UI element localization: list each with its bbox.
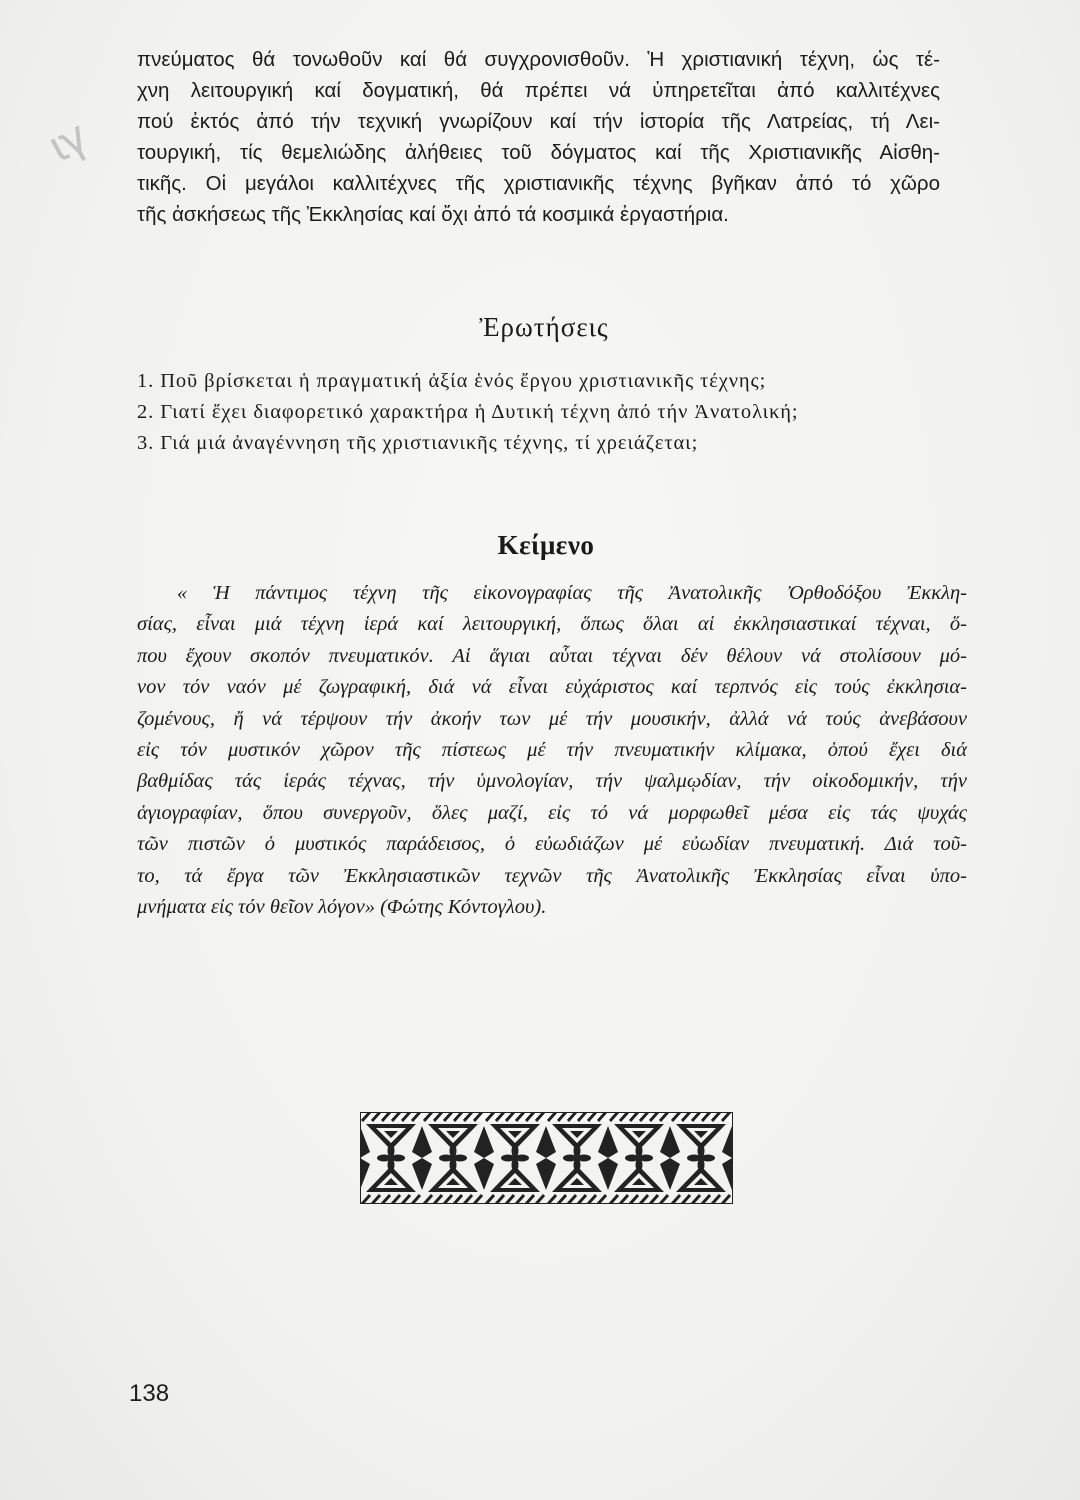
intro-line: τουργική, τίς θεμελιώδης ἀλήθειες τοῦ δόγματος καί τῆς Χριστιανικῆς Αἰσθη- xyxy=(137,141,940,164)
quote-line: βαθμίδας τάς ἱεράς τέχνας, τήν ὑμνολογίαν, τήν ψαλμῳδίαν, τήν οἰκοδομικήν, τήν xyxy=(137,770,967,793)
intro-line: πνεύματος θά τονωθοῦν καί θά συγχρονισθοῦν. Ἡ χριστιανική τέχνη, ὡς τέ- xyxy=(137,48,940,71)
question-item: 3. Γιά μιά ἀναγέννηση τῆς χριστιανικῆς τέχνης, τί χρειάζεται; xyxy=(137,432,699,454)
quote-line: εἰς τόν μυστικόν χῶρον τῆς πίστεως μέ τήν πνευματικήν κλίμακα, ὁπού ἔχει διά xyxy=(137,739,967,762)
quote-paragraph xyxy=(137,578,967,923)
quote-line: ζομένους, ἤ νά τέρψουν τήν ἀκοήν των μέ τήν μουσικήν, ἀλλά νά τούς ἀνεβάσουν xyxy=(137,707,967,730)
intro-line: τικῆς. Οἱ μεγάλοι καλλιτέχνες τῆς χριστιανικῆς τέχνης βγῆκαν ἀπό τό χῶρο xyxy=(137,172,940,195)
quote-line: το, τά ἔργα τῶν Ἐκκλησιαστικῶν τεχνῶν τῆς Ἀνατολικῆς Ἐκκλησίας εἶναι ὑπο- xyxy=(137,864,967,887)
intro-line: πού ἐκτός ἀπό τήν τεχνική γνωρίζουν καί τήν ἱστορία τῆς Λατρείας, τή Λει- xyxy=(137,110,940,133)
intro-paragraph xyxy=(137,44,940,230)
question-item: 1. Ποῦ βρίσκεται ἡ πραγματική ἀξία ἑνός ἔργου χριστιανικῆς τέχνης; xyxy=(137,370,767,392)
quote-line: ἁγιογραφίαν, ὅπου συνεργοῦν, ὅλες μαζί, εἰς τό νά μορφωθεῖ μέσα εἰς τάς ψυχάς xyxy=(137,801,967,824)
quote-line: τῶν πιστῶν ὁ μυστικός παράδεισος, ὁ εὐωδιάζων μέ εὐωδίαν πνευματική. Διά τοῦ- xyxy=(137,833,967,856)
quote-line: που ἔχουν σκοπόν πνευματικόν. Αἱ ἅγιαι αὗται τέχναι δέν θέλουν νά στολίσουν μό- xyxy=(137,644,967,667)
intro-line: χνη λειτουργική καί δογματική, θά πρέπει νά ὑπηρετεῖται ἀπό καλλιτέχνες xyxy=(137,79,940,102)
quote-line: νον τόν ναόν μέ ζωγραφική, διά νά εἶναι εὐχάριστος καί τερπνός εἰς τούς ἐκκλησια- xyxy=(137,676,967,699)
decorative-ornament-band xyxy=(360,1112,733,1204)
quote-line: σίας, εἶναι μιά τέχνη ἱερά καί λειτουργική, ὅπως ὅλαι αἱ ἐκκλησιαστικαί τέχναι, ὅ- xyxy=(137,613,967,636)
questions-heading: Ἐρωτήσεις xyxy=(479,312,609,342)
text-heading: Κείμενο xyxy=(497,530,595,560)
questions-list xyxy=(137,366,967,459)
question-item: 2. Γιατί ἔχει διαφορετικό χαρακτήρα ἡ Δυτική τέχνη ἀπό τήν Ἀνατολική; xyxy=(137,401,799,423)
page-number: 138 xyxy=(129,1380,170,1407)
margin-handwritten-mark: ιγ xyxy=(40,112,94,174)
intro-line: τῆς ἀσκήσεως τῆς Ἐκκλησίας καί ὄχι ἀπό τά κοσμικά ἐργαστήρια. xyxy=(137,203,729,226)
quote-line: μνήματα εἰς τόν θεῖον λόγον» (Φώτης Κόντογλου). xyxy=(137,896,547,919)
quote-line: « Ἡ πάντιμος τέχνη τῆς εἰκονογραφίας τῆς Ἀνατολικῆς Ὀρθοδόξου Ἐκκλη- xyxy=(177,582,967,604)
